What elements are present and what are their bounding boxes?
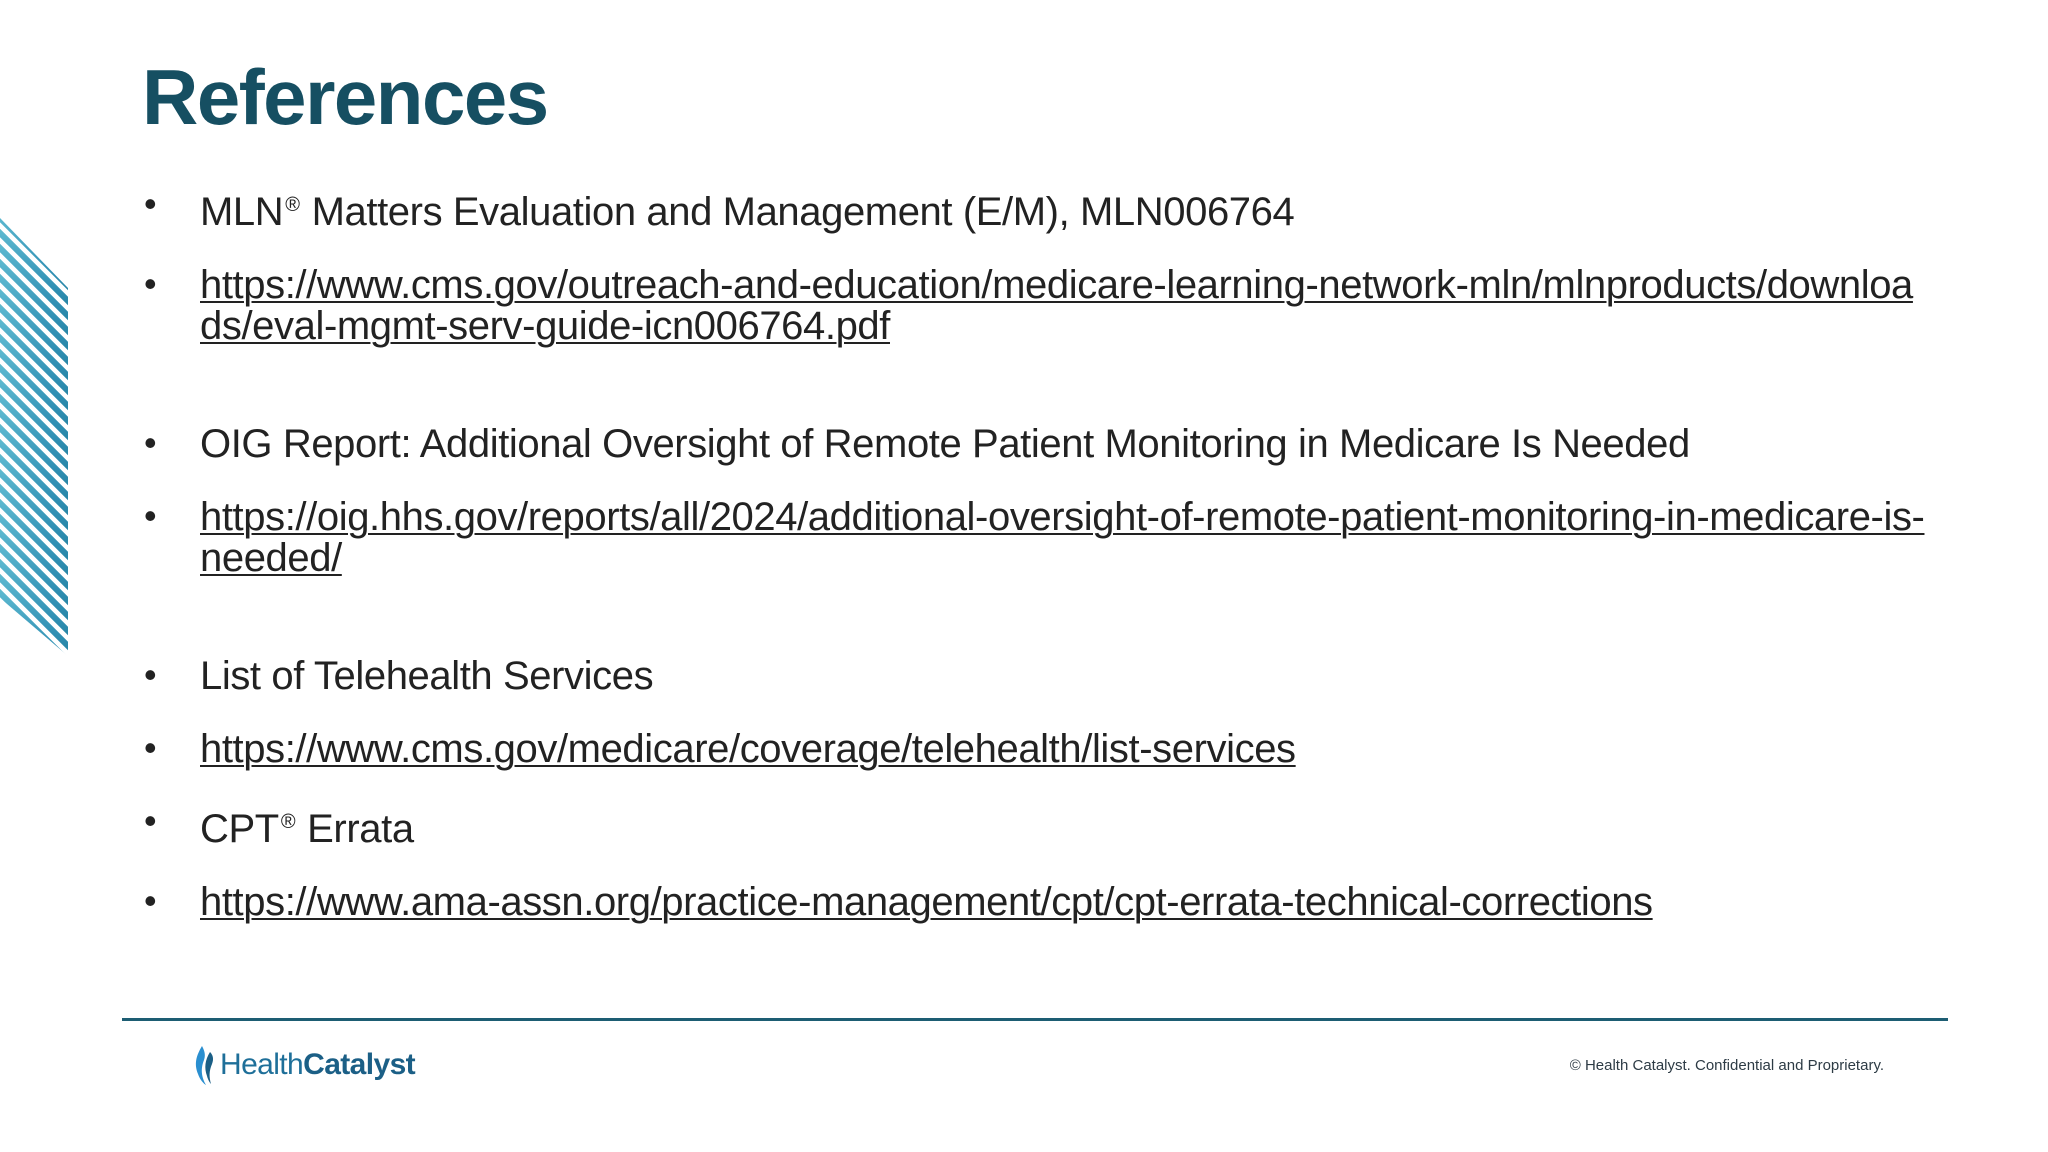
logo-wordmark [220, 1048, 415, 1082]
flame-icon [192, 1044, 216, 1086]
footer-divider [122, 1018, 1948, 1021]
list-item [142, 656, 1932, 697]
list-item [142, 424, 1932, 465]
reference-text-continued: Errata [307, 807, 414, 851]
reference-text-continued: Matters Evaluation and Management (E/M), MLN006764 [311, 190, 1295, 234]
diagonal-stripes-decoration [0, 218, 68, 656]
list-item [142, 185, 1932, 233]
bullet-icon: • [144, 654, 157, 695]
bullet-icon: • [144, 183, 157, 224]
registered-mark: ® [280, 811, 296, 833]
list-item [142, 265, 1932, 347]
list-item [142, 729, 1932, 770]
reference-text: OIG Report: Additional Oversight of Remote Patient Monitoring in Medicare Is Needed [200, 422, 1690, 466]
reference-link[interactable]: https://www.ama-assn.org/practice-management/cpt/cpt-errata-technical-corrections [200, 880, 1653, 924]
copyright-notice: © Health Catalyst. Confidential and Proprietary. [1569, 1057, 1884, 1074]
reference-text: MLN [200, 190, 284, 234]
registered-mark: ® [285, 194, 300, 216]
bullet-icon: • [144, 263, 157, 304]
list-item [142, 497, 1932, 579]
bullet-icon: • [144, 727, 157, 768]
references-list [142, 185, 1932, 955]
reference-link[interactable]: https://www.cms.gov/outreach-and-education/medicare-learning-network-mln/mlnproducts/downloads/eval-mgmt-serv-guide-icn006764.pdf [200, 263, 1913, 348]
logo-word-health: Health [220, 1048, 304, 1081]
page-title: References [142, 53, 548, 141]
reference-text: CPT [200, 807, 279, 851]
list-item [142, 802, 1932, 850]
health-catalyst-logo [192, 1043, 415, 1087]
bullet-icon: • [144, 422, 157, 463]
reference-link[interactable]: https://oig.hhs.gov/reports/all/2024/additional-oversight-of-remote-patient-monitoring-in-medicare-is-needed/ [200, 495, 1925, 580]
reference-link[interactable]: https://www.cms.gov/medicare/coverage/telehealth/list-services [200, 727, 1296, 771]
bullet-icon: • [144, 495, 157, 536]
list-item [142, 882, 1932, 923]
logo-word-catalyst: Catalyst [303, 1048, 416, 1081]
bullet-icon: • [144, 880, 157, 921]
bullet-icon: • [144, 800, 157, 841]
reference-text: List of Telehealth Services [200, 654, 654, 698]
